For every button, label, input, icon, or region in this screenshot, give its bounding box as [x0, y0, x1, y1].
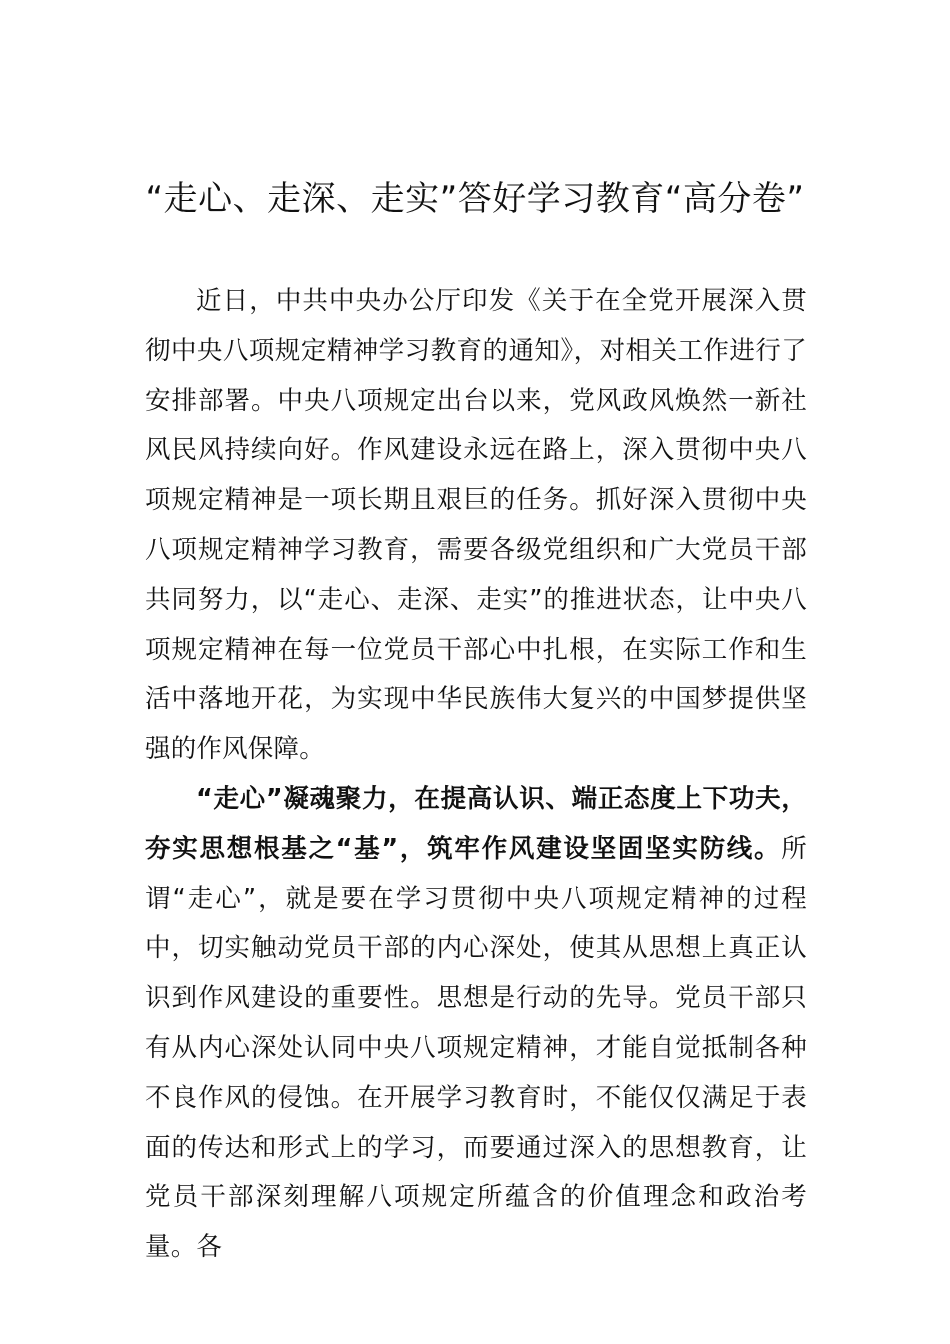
paragraph-zouxin [145, 775, 807, 1273]
document-body [145, 277, 807, 1273]
paragraph-zouxin-lead: “走心”凝魂聚力，在提高认识、端正态度上下功夫，夯实思想根基之“基”，筑牢作风建设坚固坚实防线。 [145, 783, 807, 864]
paragraph-intro [145, 277, 807, 775]
document-title: “走心、走深、走实”答好学习教育“高分卷” [145, 179, 805, 219]
paragraph-intro-text: 近日，中共中央办公厅印发《关于在全党开展深入贯彻中央八项规定精神学习教育的通知》，对相关工作进行了安排部署。中央八项规定出台以来，党风政风焕然一新社风民风持续向好。作风建设永远在路上，深入贯彻中央八项规定精神是一项长期且艰巨的任务。抓好深入贯彻中央八项规定精神学习教育，需要各级党组织和广大党员干部共同努力，以“走心、走深、走实”的推进状态，让中央八项规定精神在每一位党员干部心中扎根，在实际工作和生活中落地开花，为实现中华民族伟大复兴的中国梦提供坚强的作风保障。 [145, 286, 807, 765]
paragraph-zouxin-text: 所谓“走心”，就是要在学习贯彻中央八项规定精神的过程中，切实触动党员干部的内心深处，使其从思想上真正认识到作风建设的重要性。思想是行动的先导。党员干部只有从内心深处认同中央八项规定精神，才能自觉抵制各种不良作风的侵蚀。在开展学习教育时，不能仅仅满足于表面的传达和形式上的学习，而要通过深入的思想教育，让党员干部深刻理解八项规定所蕴含的价值理念和政治考量。各 [145, 833, 807, 1263]
